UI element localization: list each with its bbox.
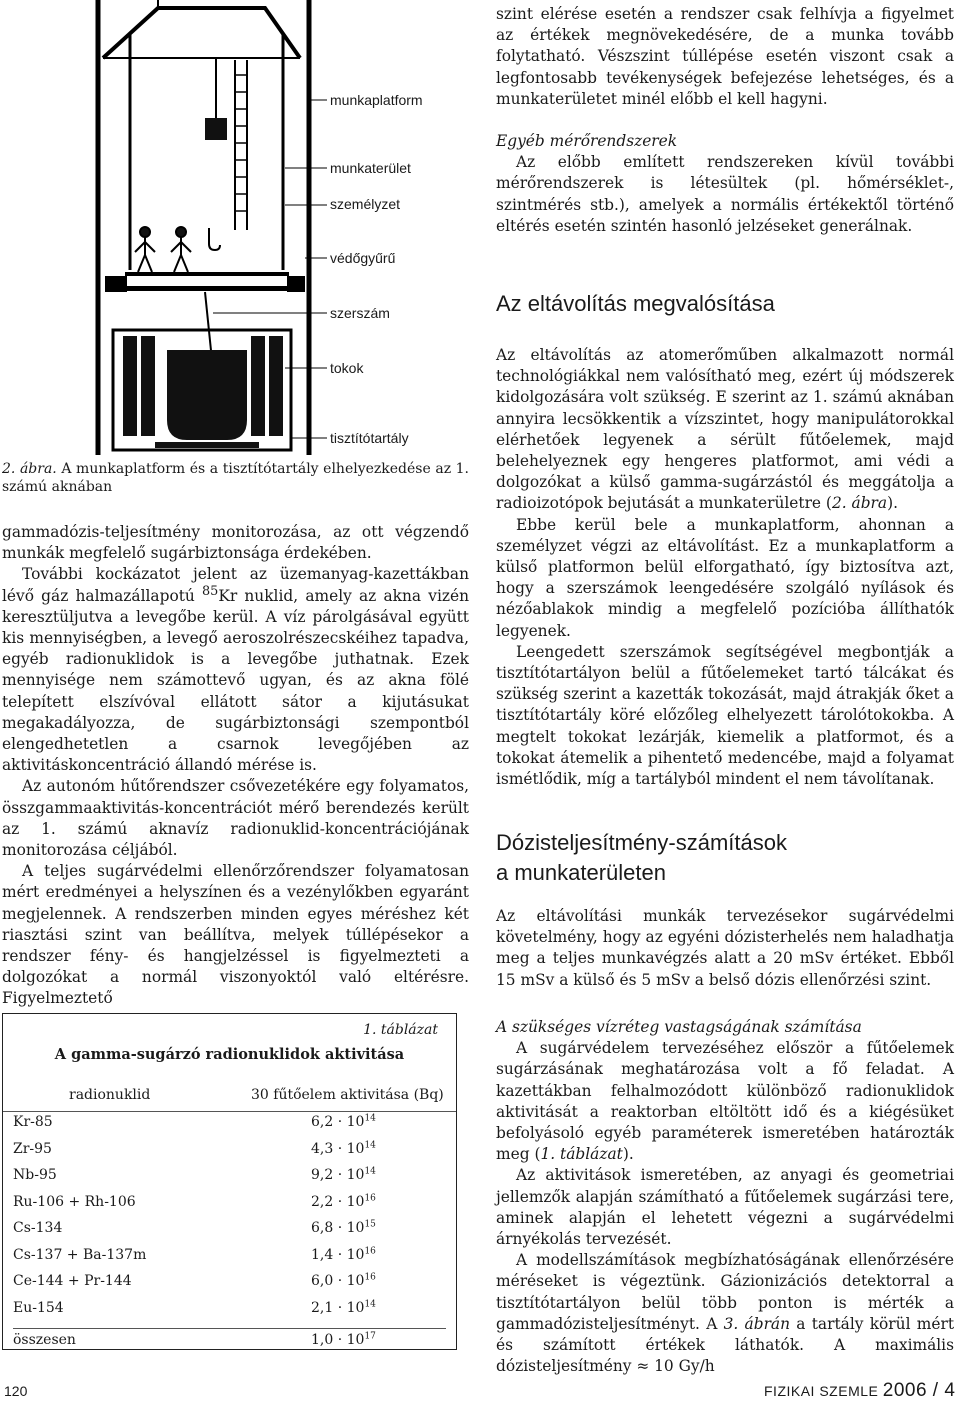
paragraph: A teljes sugárvédelmi ellenőrzőrendszer folyamatosan mért eredményei a helyszínen és a vezénylőkben egyaránt megjelennek. A rendszerben minden egyes méréshez két riasztási szint van beállítva, melyek túllépésekor a rendszer fény- és hangjelzéssel is figyelmezteti a dolgozókat a normál viszonyoktól való eltérésre. Figyelmeztető [2, 862, 469, 1008]
activity-cell: $9,2 \cdot 10^{14}$ [311, 1166, 376, 1183]
left-column-text [2, 522, 469, 1010]
activity-cell: $4,3 \cdot 10^{14}$ [311, 1139, 376, 1157]
work-platform-diagram [95, 0, 495, 455]
column-header-activity: 30 fűtőelem aktivitása (Bq) [251, 1087, 444, 1103]
nuclide-cell: Ce-144 + Pr-144 [13, 1273, 132, 1289]
nuclide-cell: Ru-106 + Rh-106 [13, 1193, 136, 1210]
activity-cell: $6,0 \cdot 10^{16}$ [311, 1272, 376, 1289]
paragraph: Ebbe kerül bele a munkaplatform, ahonnan a személyzet végzi az eltávolítást. Ez a munkaplatform a külső platformon belül elforgatható, így biztosítva azt, hogy a szerszámok leengedésére szolgáló nyílások és nézőablakok mindig a megfelelő pozícióba állíthatók legyenek. [496, 515, 954, 640]
paragraph: Az eltávolítás az atomerőműben alkalmazott normál technológiákkal nem valósítható meg, ezért új módszerek kidolgozására volt szükség. E szerint az 1. számú aknában annyira lecsökkentik a vízszintet, hogy manipulátorokkal elérhetőek legyenek a sérült fűtőelemek, majd belehelyeznek egy hengeres platformot, ami védi a dolgozókat a külső gamma-sugárzástól és meggátolja a radioizotópok bejutását a munkaterületre (2. ábra). [496, 346, 954, 513]
table-total-row [13, 1328, 446, 1355]
paragraph: gammadózis-teljesítmény monitorozása, az ott végzendő munkák megfelelő sugárbiztonsága érdekében. [2, 523, 469, 563]
table-row [13, 1114, 446, 1140]
table-row [13, 1273, 446, 1299]
nuclide-cell: Eu-154 [13, 1299, 64, 1316]
section-title: Dózisteljesítmény-számítások a munkaterületen [496, 830, 787, 885]
journal-footer: FIZIKAI SZEMLE 2006 / 4 [764, 1380, 956, 1401]
table-row [13, 1194, 446, 1220]
column-header-nuclide: radionuklid [69, 1087, 151, 1103]
paragraph: További kockázatot jelent az üzemanyag-kazettákban lévő gáz halmazállapotú $^{85}$Kr nuklid, amely az akna vizén keresztüljutva a levegőbe kerül. A víz párolgásával együtt kis mennyiségben, a levegő aeroszolrészecskéihez tapadva, egyéb radionuklidok is a levegőbe juthatnak. Ezek mennyisége nem számottevő ugyan, és az akna fölé telepített elszívóval ellátott sátor a kijutásukat megakadályozza, de sugárbiztonsági szempontból elengedhetetlen a csarnok levegőjében az aktivitáskoncentráció állandó mérése is. [2, 565, 470, 775]
paragraph: Az előbb említett rendszereken kívül további mérőrendszerek is létesültek (pl. hőmérséklet-, szintmérés stb.), amelyek a normális értékektől történő eltérés esetén szintén hasonló jelzéseket generálnak. [496, 153, 954, 235]
label-protective-ring: védőgyűrű [330, 250, 396, 266]
label-personnel: személyzet [330, 196, 401, 212]
label-tool: szerszám [330, 305, 390, 321]
nuclide-activity-table [2, 1013, 457, 1350]
paragraph: Az autonóm hűtőrendszer csővezetékére egy folyamatos, összgammaaktivitás-koncentrációt mérő berendezés került az 1. számú aknavíz radionuklid-koncentrációjának monitorozása céljából. [2, 777, 469, 860]
table-row [13, 1220, 446, 1246]
table-number: 1. táblázat [363, 1022, 438, 1038]
subsection-heading: A szükséges vízréteg vastagságának számítása [496, 1018, 862, 1036]
right-column-text [496, 345, 954, 790]
table-row [13, 1247, 446, 1273]
nuclide-cell: Cs-134 [13, 1220, 63, 1236]
page-number: 120 [4, 1383, 28, 1399]
table-row [13, 1141, 446, 1167]
table-row [13, 1300, 446, 1326]
paragraph: Leengedett szerszámok segítségével megbontják a tisztítótartályon belül a fűtőelemeket tartó tálcákat és szükség szerint a kazetták tokozását, majd átrakják őket a tisztítótartály köré előzőleg elhelyezett tárolótokokba. A megtelt tokokat lezárják, kiemelik a platformot, és a tokokat átemelik a pihentető medencébe, majd a folyamat ismétlődik, míg a tartályból mindent el nem távolítanak. [496, 642, 954, 789]
nuclide-cell: Kr-85 [13, 1114, 53, 1130]
activity-cell: $1,0 \cdot 10^{17}$ [311, 1331, 376, 1348]
nuclide-cell: Zr-95 [13, 1140, 52, 1157]
table-row [13, 1167, 446, 1193]
activity-cell: $6,8 \cdot 10^{15}$ [311, 1219, 376, 1236]
activity-cell: $2,1 \cdot 10^{14}$ [311, 1298, 376, 1316]
right-column-text [496, 906, 954, 991]
activity-cell: $2,2 \cdot 10^{16}$ [311, 1192, 376, 1210]
paragraph: Az aktivitások ismeretében, az anyagi és geometriai jellemzők alapján számítható a fűtőelemek sugárzási tere, aminek alapján el lehetett végezni a sugárvédelmi árnyékolás tervezését. [496, 1166, 954, 1249]
label-work-area: munkaterület [330, 160, 411, 176]
table-title: A gamma-sugárzó radionuklidok aktivitása [54, 1046, 405, 1063]
nuclide-cell: Nb-95 [13, 1167, 57, 1183]
activity-cell: $1,4 \cdot 10^{16}$ [311, 1245, 376, 1263]
figure-caption: 2. ábra. A munkaplatform és a tisztítótartály elhelyezkedése az 1. számú aknában [2, 461, 470, 495]
activity-cell: $6,2 \cdot 10^{14}$ [311, 1113, 376, 1130]
right-column-text [496, 1017, 954, 1377]
subsection-heading: Egyéb mérőrendszerek [496, 132, 678, 151]
paragraph: Az eltávolítási munkák tervezésekor sugárvédelmi követelmény, hogy az egyéni dózisterhelés nem haladhatja meg a teljes munkavégzés alatt a 20 mSv értéket. Ebből 15 mSv a külső és 5 mSv a belső dózis ellenőrzési szint. [496, 907, 954, 989]
paragraph: A sugárvédelem tervezéséhez először a fűtőelemek sugárzásának meghatározása volt a fő feladat. A kazettákban felhalmozódott különböző radionuklidok aktivitását a reaktorban eltöltött idő és a kiégésüket befolyásoló egyéb paraméterek ismeretében határozták meg (1. táblázat). [496, 1039, 954, 1164]
section-title: Az eltávolítás megvalósítása [496, 291, 775, 316]
paragraph: A modellszámítások megbízhatóságának ellenőrzésére méréseket is végeztünk. Gázionizációs detektorral a tisztítótartályon belül több ponton is mérték a gammadózisteljesítményt. A 3. ábrán a tartály körül mért és számított értékek láthatók. A maximális dózisteljesítmény ≈ 10 Gy/h [496, 1251, 955, 1376]
header-divider [3, 1111, 456, 1112]
label-work-platform: munkaplatform [330, 92, 423, 108]
personnel-figures [135, 227, 191, 272]
label-canisters: tokok [330, 360, 364, 376]
nuclide-cell: összesen [13, 1332, 76, 1348]
right-column-text [496, 4, 954, 237]
nuclide-cell: Cs-137 + Ba-137m [13, 1246, 147, 1263]
label-cleaning-tank: tisztítótartály [330, 430, 409, 446]
paragraph: szint elérése esetén a rendszer csak felhívja a figyelmet az értékek megnövekedésére, de a munka tovább folytatható. Vészszint túllépése esetén viszont csak a legfontosabb tevékenységek befejezése lehetséges, és a munkaterületet minél előbb el kell hagyni. [496, 5, 954, 108]
